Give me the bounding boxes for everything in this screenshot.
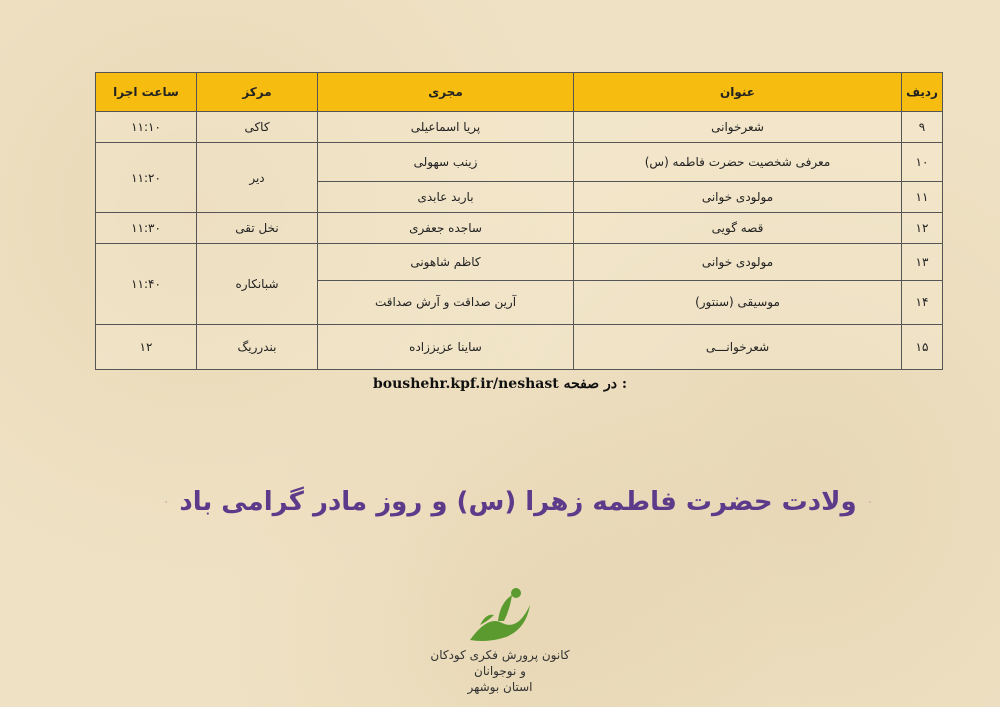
row-title: شعرخوانـــی (574, 324, 902, 369)
kanoon-logo-icon (460, 585, 540, 647)
row-performer: زینب سهولی (318, 142, 574, 181)
banner-text: ولادت حضرت فاطمه زهرا (س) و روز مادر گرامی باد (179, 487, 857, 517)
row-title: قصه گویی (574, 213, 902, 244)
row-time: ۱۱:۱۰ (96, 112, 197, 143)
row-performer: باربد عابدی (318, 182, 574, 213)
website-prefix: در صفحه : (563, 376, 627, 392)
organization-logo (430, 585, 570, 695)
logo-line-1: کانون پرورش فکری کودکان و نوجوانان (430, 648, 570, 678)
header-row-number: ردیف (902, 73, 943, 112)
header-performer: مجری (318, 73, 574, 112)
table-row (96, 112, 943, 143)
header-center: مرکز (197, 73, 318, 112)
website-note (330, 376, 670, 392)
ornament-icon (869, 480, 871, 524)
row-time: ۱۲ (96, 324, 197, 369)
row-number: ۱۲ (902, 213, 943, 244)
row-center: بندرریگ (197, 324, 318, 369)
schedule-table (95, 72, 943, 370)
row-performer: ساجده جعفری (318, 213, 574, 244)
row-center: کاکی (197, 112, 318, 143)
table-header-row (96, 73, 943, 112)
row-center: شبانکاره (197, 244, 318, 324)
row-performer: پریا اسماعیلی (318, 112, 574, 143)
header-time: ساعت اجرا (96, 73, 197, 112)
row-number: ۱۳ (902, 244, 943, 281)
website-link[interactable]: boushehr.kpf.ir/neshast (373, 376, 559, 392)
table-row (96, 213, 943, 244)
row-title: موسیقی (سنتور) (574, 281, 902, 324)
row-number: ۱۱ (902, 182, 943, 213)
row-center: نخل تقی (197, 213, 318, 244)
row-time: ۱۱:۲۰ (96, 142, 197, 212)
row-performer: کاظم شاهونی (318, 244, 574, 281)
row-number: ۱۴ (902, 281, 943, 324)
row-center: دیر (197, 142, 318, 212)
table-row (96, 244, 943, 281)
row-number: ۱۵ (902, 324, 943, 369)
row-number: ۱۰ (902, 142, 943, 181)
row-title: معرفی شخصیت حضرت فاطمه (س) (574, 142, 902, 181)
row-time: ۱۱:۴۰ (96, 244, 197, 324)
row-time: ۱۱:۳۰ (96, 213, 197, 244)
row-title: شعرخوانی (574, 112, 902, 143)
row-title: مولودی خوانی (574, 244, 902, 281)
header-title: عنوان (574, 73, 902, 112)
row-number: ۹ (902, 112, 943, 143)
table-row (96, 324, 943, 369)
row-title: مولودی خوانی (574, 182, 902, 213)
row-performer: آرین صداقت و آرش صداقت (318, 281, 574, 324)
logo-line-2: استان بوشهر (467, 680, 533, 694)
table-row (96, 142, 943, 181)
celebration-banner (165, 480, 871, 524)
row-performer: ساینا عزیززاده (318, 324, 574, 369)
